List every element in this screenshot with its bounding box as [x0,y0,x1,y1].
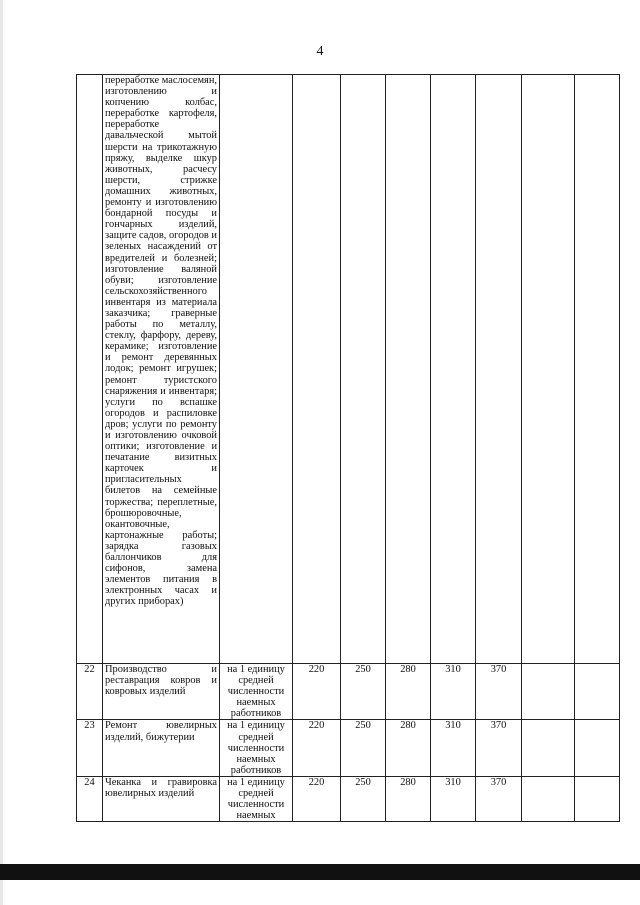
cell-num: 23 [77,720,103,776]
cell-unit [220,75,293,664]
cell-value [575,664,620,720]
cell-value [522,664,575,720]
cell-value: 220 [293,720,341,776]
cell-value: 250 [341,664,386,720]
cell-value: 250 [341,776,386,821]
cell-value: 220 [293,776,341,821]
cell-unit: на 1 единицу средней численности наемных [220,776,293,821]
cell-name [103,75,220,664]
table-row [77,776,620,821]
cell-value [476,75,522,664]
cell-value: 220 [293,664,341,720]
cell-value [293,75,341,664]
cell-num: 24 [77,776,103,821]
table-row [77,664,620,720]
cell-value [575,720,620,776]
cell-num: 22 [77,664,103,720]
cell-value: 310 [431,776,476,821]
table-row [77,720,620,776]
cell-value: 280 [386,664,431,720]
cell-value [575,776,620,821]
cell-value: 310 [431,664,476,720]
cell-value: 370 [476,720,522,776]
cell-value [575,75,620,664]
page-number: 4 [316,44,324,59]
cell-value [386,75,431,664]
cell-name: Ремонт ювелирных изделий, бижутерии [103,720,220,776]
cell-num [77,75,103,664]
cell-value [522,720,575,776]
cell-value [522,75,575,664]
cell-name: Производство и реставрация ковров и ковровых изделий [103,664,220,720]
cell-unit: на 1 единицу средней численности наемных работников [220,664,293,720]
scan-border-bar [0,864,640,880]
cell-value: 280 [386,776,431,821]
activity-name: переработке маслосемян, изготовлению и копчению колбас, переработке картофеля, переработке давальческой мытой шерсти на трикотажную пряжу, выделке шкур животных, расчесу шерсти, стрижке домашних животных, ремонту и изготовлению бондарной посуды и гончарных изделий, защите садов, огородов и зеленых насаждений от вредителей и болезней; изготовление валяной обуви; изготовление сельскохозяйственного инвентаря из материала заказчика; граверные работы по металлу, стеклу, фарфору, дереву, керамике; изготовление и ремонт деревянных лодок; ремонт игрушек; ремонт туристского снаряжения и инвентаря; услуги по вспашке огородов и распиловке дров; услуги по ремонту и изготовлению очковой оптики; изготовление и печатание визитных карточек и пригласительных билетов на семейные торжества; переплетные, брошюровочные, окантовочные, картонажные работы; зарядка газовых баллончиков для сифонов, замена элементов питания в электронных часах и других приборах) [105,75,217,608]
cell-value [341,75,386,664]
cell-value [522,776,575,821]
cell-value: 280 [386,720,431,776]
cell-value: 310 [431,720,476,776]
rates-table [76,74,620,822]
cell-unit: на 1 единицу средней численности наемных работников [220,720,293,776]
scan-edge [0,0,3,905]
cell-value: 250 [341,720,386,776]
cell-value: 370 [476,664,522,720]
cell-value: 370 [476,776,522,821]
table-row-continuation [77,75,620,664]
cell-value [431,75,476,664]
cell-name: Чеканка и гравировка ювелирных изделий [103,776,220,821]
